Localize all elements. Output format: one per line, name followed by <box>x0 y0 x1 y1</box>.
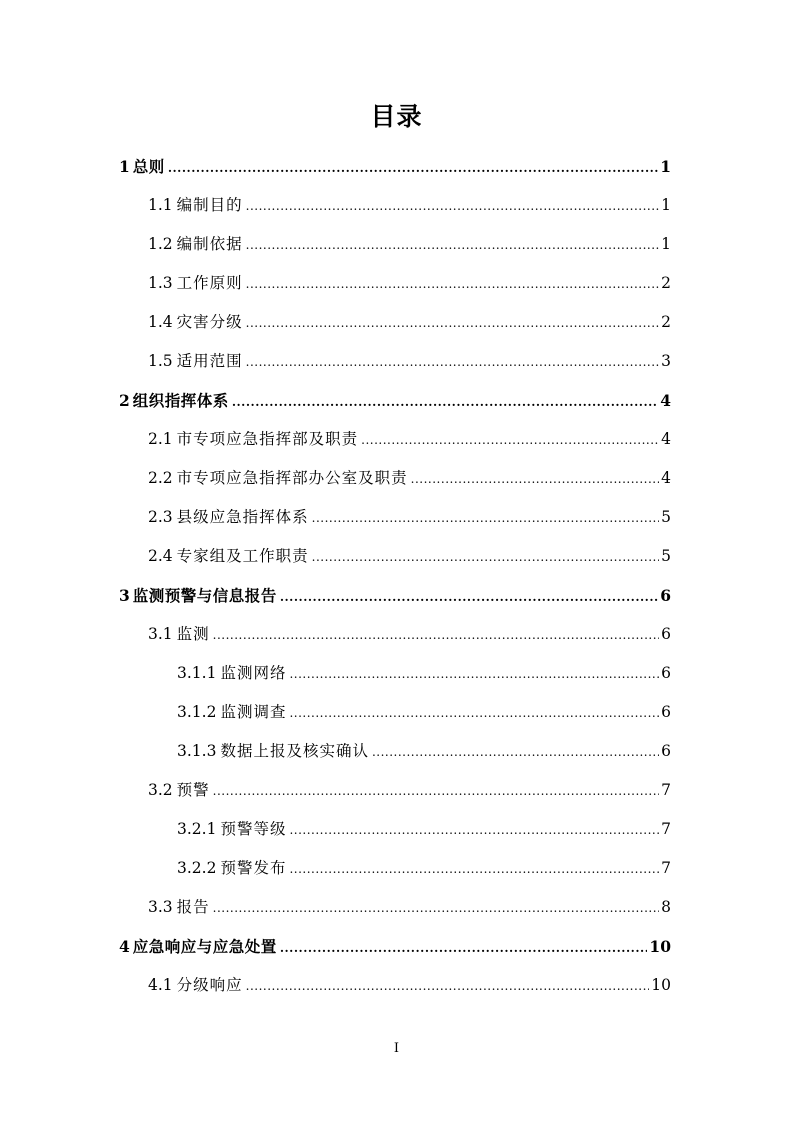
toc-entry-page: 1 <box>660 157 671 176</box>
toc-entry-number: 3 <box>119 586 130 605</box>
toc-entry-label: 分级响应 <box>176 976 243 994</box>
toc-entry[interactable] <box>0 381 793 420</box>
dot-leader <box>312 499 659 538</box>
toc-entry[interactable] <box>0 342 793 381</box>
dot-leader <box>289 655 659 694</box>
toc-entry-number: 3.1.3 <box>177 742 217 760</box>
toc-entry-label: 灾害分级 <box>176 313 243 331</box>
toc-entry-page: 7 <box>661 859 671 877</box>
toc-entry[interactable] <box>0 693 793 732</box>
toc-entry-number: 2.2 <box>148 469 173 487</box>
toc-entry-number: 2.3 <box>148 508 173 526</box>
toc-entry[interactable] <box>0 498 793 537</box>
toc-entry[interactable] <box>0 927 793 966</box>
toc-entry-page: 8 <box>661 898 671 916</box>
dot-leader <box>312 538 659 577</box>
toc-entry-page: 6 <box>661 703 671 721</box>
dot-leader <box>411 460 659 499</box>
toc-entry-page: 1 <box>661 235 671 253</box>
toc-entry-page: 3 <box>661 352 671 370</box>
toc-entry[interactable] <box>0 576 793 615</box>
toc-entry-label: 市专项应急指挥部办公室及职责 <box>176 469 408 487</box>
toc-entry-label: 县级应急指挥体系 <box>176 508 309 526</box>
toc-entry-number: 1 <box>119 157 130 176</box>
toc-entry-number: 1.5 <box>148 352 173 370</box>
toc-entry[interactable] <box>0 810 793 849</box>
toc-entry-label: 监测预警与信息报告 <box>132 587 277 605</box>
toc-entry-number: 3.3 <box>148 898 173 916</box>
toc-entry-page: 5 <box>661 547 671 565</box>
dot-leader <box>213 889 659 928</box>
toc-entry[interactable] <box>0 147 793 186</box>
toc-entry-number: 3.2 <box>148 781 173 799</box>
toc-entry-page: 10 <box>649 937 671 956</box>
toc-entry-number: 2.4 <box>148 547 173 565</box>
dot-leader <box>372 733 659 772</box>
toc-entry[interactable] <box>0 225 793 264</box>
table-of-contents <box>0 147 793 1005</box>
toc-entry-label: 编制依据 <box>176 235 243 253</box>
toc-entry-page: 4 <box>661 469 671 487</box>
page-title: 目录 <box>370 102 423 131</box>
dot-leader <box>213 772 659 811</box>
toc-entry-number: 4.1 <box>148 976 173 994</box>
toc-entry[interactable] <box>0 888 793 927</box>
toc-entry-number: 3.2.1 <box>177 820 217 838</box>
toc-entry-page: 7 <box>661 781 671 799</box>
toc-entry[interactable] <box>0 966 793 1005</box>
dot-leader <box>246 226 659 265</box>
dot-leader <box>289 850 659 889</box>
toc-entry[interactable] <box>0 732 793 771</box>
dot-leader <box>361 421 659 460</box>
toc-entry[interactable] <box>0 459 793 498</box>
toc-entry-number: 3.2.2 <box>177 859 217 877</box>
toc-entry-label: 工作原则 <box>176 274 243 292</box>
dot-leader <box>289 694 659 733</box>
toc-entry-number: 2.1 <box>148 430 173 448</box>
toc-entry[interactable] <box>0 615 793 654</box>
toc-entry-page: 2 <box>661 313 671 331</box>
toc-entry-label: 专家组及工作职责 <box>176 547 309 565</box>
toc-entry-label: 数据上报及核实确认 <box>220 742 369 760</box>
toc-entry[interactable] <box>0 654 793 693</box>
dot-leader <box>246 343 659 382</box>
toc-entry[interactable] <box>0 420 793 459</box>
toc-entry-label: 预警发布 <box>220 859 287 877</box>
toc-entry-label: 总则 <box>132 158 165 176</box>
toc-entry-label: 应急响应与应急处置 <box>132 938 277 956</box>
dot-leader <box>246 967 650 1006</box>
toc-entry-label: 报告 <box>176 898 210 916</box>
toc-entry-page: 4 <box>661 430 671 448</box>
toc-entry-number: 2 <box>119 391 130 410</box>
toc-entry-label: 预警等级 <box>220 820 287 838</box>
toc-entry-page: 7 <box>661 820 671 838</box>
dot-leader <box>168 149 658 188</box>
toc-entry[interactable] <box>0 771 793 810</box>
toc-entry-label: 市专项应急指挥部及职责 <box>176 430 359 448</box>
page-number: I <box>393 1041 400 1056</box>
dot-leader <box>246 304 659 343</box>
toc-entry-number: 1.4 <box>148 313 173 331</box>
dot-leader <box>289 811 659 850</box>
toc-entry[interactable] <box>0 537 793 576</box>
toc-entry-label: 监测 <box>176 625 210 643</box>
dot-leader <box>232 383 658 422</box>
toc-entry-number: 1.3 <box>148 274 173 292</box>
toc-entry-label: 编制目的 <box>176 196 243 214</box>
toc-entry-number: 3.1.1 <box>177 664 217 682</box>
toc-entry-label: 适用范围 <box>176 352 243 370</box>
toc-entry-page: 4 <box>660 391 671 410</box>
toc-entry-page: 6 <box>661 664 671 682</box>
toc-entry[interactable] <box>0 849 793 888</box>
toc-entry[interactable] <box>0 303 793 342</box>
toc-entry-number: 3.1.2 <box>177 703 217 721</box>
dot-leader <box>246 187 659 226</box>
toc-entry-label: 监测调查 <box>220 703 287 721</box>
toc-entry[interactable] <box>0 186 793 225</box>
toc-entry-label: 预警 <box>176 781 210 799</box>
toc-entry-number: 1.1 <box>148 196 173 214</box>
toc-entry-page: 6 <box>661 742 671 760</box>
dot-leader <box>280 929 648 968</box>
toc-entry-label: 组织指挥体系 <box>132 392 229 410</box>
toc-entry-page: 2 <box>661 274 671 292</box>
toc-entry[interactable] <box>0 264 793 303</box>
dot-leader <box>280 578 658 617</box>
toc-entry-number: 4 <box>119 937 130 956</box>
toc-entry-number: 1.2 <box>148 235 173 253</box>
dot-leader <box>213 616 659 655</box>
toc-entry-number: 3.1 <box>148 625 173 643</box>
toc-entry-page: 6 <box>660 586 671 605</box>
toc-entry-label: 监测网络 <box>220 664 287 682</box>
toc-entry-page: 5 <box>661 508 671 526</box>
dot-leader <box>246 265 659 304</box>
toc-entry-page: 6 <box>661 625 671 643</box>
toc-entry-page: 10 <box>651 976 671 994</box>
toc-entry-page: 1 <box>661 196 671 214</box>
